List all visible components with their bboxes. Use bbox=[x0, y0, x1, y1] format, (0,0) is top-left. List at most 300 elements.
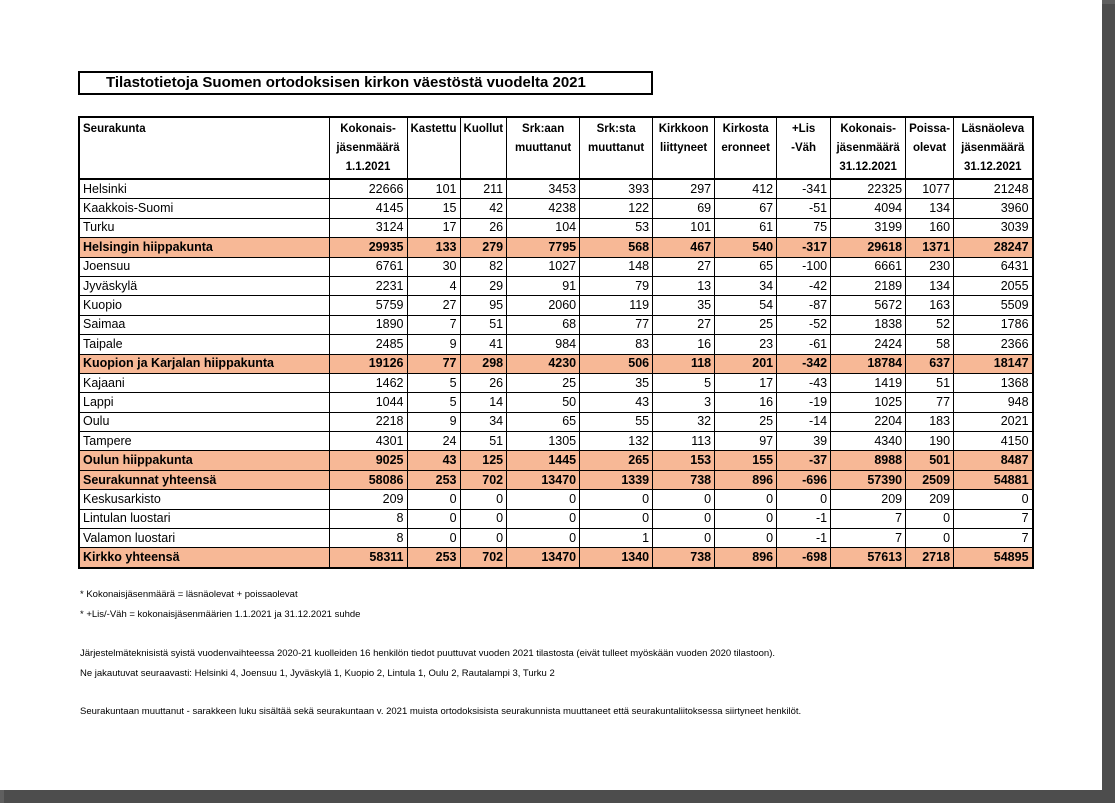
column-header-line: 1.1.2021 bbox=[345, 161, 391, 173]
value-cell: 29 bbox=[460, 276, 507, 295]
value-cell: 4 bbox=[407, 276, 460, 295]
value-cell: 9 bbox=[407, 335, 460, 354]
value-cell: 79 bbox=[580, 276, 653, 295]
value-cell: 13470 bbox=[507, 548, 580, 568]
subtotal-row bbox=[79, 238, 1033, 257]
column-header-line: +Lis bbox=[791, 123, 816, 135]
table-row bbox=[79, 509, 1033, 528]
value-cell: 265 bbox=[580, 451, 653, 470]
value-cell: 8487 bbox=[954, 451, 1033, 470]
value-cell: 16 bbox=[715, 393, 777, 412]
value-cell: 279 bbox=[460, 238, 507, 257]
parish-name-cell: Turku bbox=[79, 218, 329, 237]
table-row bbox=[79, 296, 1033, 315]
value-cell: 122 bbox=[580, 199, 653, 218]
value-cell: 0 bbox=[460, 490, 507, 509]
value-cell: 7 bbox=[954, 529, 1033, 548]
note-missing-records: Järjestelmäteknisistä syistä vuodenvaihteessa 2020-21 kuolleiden 16 henkilön tiedot puuttuvat vuoden 2021 tilastosta (eivät tulleet myöskään vuoden 2020 tilastoon). bbox=[80, 648, 775, 659]
column-header-line: liittyneet bbox=[659, 142, 708, 154]
value-cell: 134 bbox=[906, 199, 954, 218]
column-header bbox=[79, 117, 329, 179]
value-cell: 113 bbox=[653, 432, 715, 451]
value-cell: 0 bbox=[507, 509, 580, 528]
value-cell: 501 bbox=[906, 451, 954, 470]
value-cell: 1462 bbox=[329, 373, 407, 392]
value-cell: 29618 bbox=[831, 238, 906, 257]
statistics-table bbox=[78, 116, 1034, 569]
value-cell: 16 bbox=[653, 335, 715, 354]
value-cell: 18147 bbox=[954, 354, 1033, 373]
column-header-line: Poissa- bbox=[909, 123, 951, 135]
value-cell: 65 bbox=[715, 257, 777, 276]
value-cell: 201 bbox=[715, 354, 777, 373]
value-cell: -1 bbox=[777, 509, 831, 528]
value-cell: 0 bbox=[954, 490, 1033, 509]
value-cell: 67 bbox=[715, 199, 777, 218]
value-cell: 702 bbox=[460, 548, 507, 568]
page-shadow-bottom bbox=[4, 790, 1115, 803]
value-cell: 7 bbox=[831, 509, 906, 528]
value-cell: 209 bbox=[329, 490, 407, 509]
value-cell: 153 bbox=[653, 451, 715, 470]
parish-name-cell: Kaakkois-Suomi bbox=[79, 199, 329, 218]
value-cell: 0 bbox=[407, 509, 460, 528]
value-cell: 1419 bbox=[831, 373, 906, 392]
column-header-line: 31.12.2021 bbox=[839, 161, 897, 173]
value-cell: 42 bbox=[460, 199, 507, 218]
value-cell: 2218 bbox=[329, 412, 407, 431]
column-header-line: jäsenmäärä bbox=[336, 142, 400, 154]
value-cell: 298 bbox=[460, 354, 507, 373]
parish-name-cell: Kuopion ja Karjalan hiippakunta bbox=[79, 354, 329, 373]
value-cell: 1305 bbox=[507, 432, 580, 451]
table-row bbox=[79, 490, 1033, 509]
value-cell: -696 bbox=[777, 470, 831, 489]
column-header-line: 31.12.2021 bbox=[964, 161, 1022, 173]
column-header-line: jäsenmäärä bbox=[836, 142, 900, 154]
value-cell: -51 bbox=[777, 199, 831, 218]
value-cell: 1077 bbox=[906, 179, 954, 199]
value-cell: 14 bbox=[460, 393, 507, 412]
value-cell: 3453 bbox=[507, 179, 580, 199]
column-header bbox=[407, 117, 460, 179]
value-cell: 101 bbox=[407, 179, 460, 199]
value-cell: 134 bbox=[906, 276, 954, 295]
value-cell: 21248 bbox=[954, 179, 1033, 199]
parish-name-cell: Kirkko yhteensä bbox=[79, 548, 329, 568]
value-cell: 2055 bbox=[954, 276, 1033, 295]
value-cell: 2021 bbox=[954, 412, 1033, 431]
value-cell: 54895 bbox=[954, 548, 1033, 568]
footnote-2: * +Lis/-Väh = kokonaisjäsenmäärien 1.1.2021 ja 31.12.2021 suhde bbox=[80, 609, 361, 620]
table-row bbox=[79, 179, 1033, 199]
value-cell: 65 bbox=[507, 412, 580, 431]
value-cell: -37 bbox=[777, 451, 831, 470]
table-row bbox=[79, 315, 1033, 334]
value-cell: 568 bbox=[580, 238, 653, 257]
value-cell: 0 bbox=[580, 509, 653, 528]
value-cell: 51 bbox=[906, 373, 954, 392]
table-row bbox=[79, 276, 1033, 295]
value-cell: 54 bbox=[715, 296, 777, 315]
value-cell: 253 bbox=[407, 548, 460, 568]
value-cell: 506 bbox=[580, 354, 653, 373]
value-cell: 9025 bbox=[329, 451, 407, 470]
value-cell: 540 bbox=[715, 238, 777, 257]
value-cell: 1838 bbox=[831, 315, 906, 334]
value-cell: 2231 bbox=[329, 276, 407, 295]
value-cell: 209 bbox=[906, 490, 954, 509]
value-cell: 4238 bbox=[507, 199, 580, 218]
value-cell: 5759 bbox=[329, 296, 407, 315]
value-cell: 17 bbox=[715, 373, 777, 392]
value-cell: 95 bbox=[460, 296, 507, 315]
footnote-1: * Kokonaisjäsenmäärä = läsnäolevat + poissaolevat bbox=[80, 589, 298, 600]
table-row bbox=[79, 335, 1033, 354]
parish-name-cell: Joensuu bbox=[79, 257, 329, 276]
value-cell: 97 bbox=[715, 432, 777, 451]
value-cell: 148 bbox=[580, 257, 653, 276]
value-cell: 2366 bbox=[954, 335, 1033, 354]
value-cell: 25 bbox=[507, 373, 580, 392]
parish-name-cell: Jyväskylä bbox=[79, 276, 329, 295]
value-cell: 118 bbox=[653, 354, 715, 373]
value-cell: 1371 bbox=[906, 238, 954, 257]
note-moved-column: Seurakuntaan muuttanut - sarakkeen luku sisältää sekä seurakuntaan v. 2021 muista ortodoksisista seurakunnista muuttaneet että seurakuntaliitoksessa siirtyneet henkilöt. bbox=[80, 706, 802, 717]
value-cell: 7 bbox=[407, 315, 460, 334]
value-cell: 1027 bbox=[507, 257, 580, 276]
column-header-line: muuttanut bbox=[588, 142, 645, 154]
value-cell: 5509 bbox=[954, 296, 1033, 315]
table-row bbox=[79, 393, 1033, 412]
parish-name-cell: Valamon luostari bbox=[79, 529, 329, 548]
value-cell: 43 bbox=[407, 451, 460, 470]
value-cell: 35 bbox=[653, 296, 715, 315]
value-cell: -61 bbox=[777, 335, 831, 354]
value-cell: 26 bbox=[460, 218, 507, 237]
value-cell: 702 bbox=[460, 470, 507, 489]
value-cell: 57390 bbox=[831, 470, 906, 489]
value-cell: 7 bbox=[831, 529, 906, 548]
value-cell: 29935 bbox=[329, 238, 407, 257]
value-cell: 738 bbox=[653, 470, 715, 489]
table-body bbox=[79, 179, 1033, 568]
value-cell: 58086 bbox=[329, 470, 407, 489]
value-cell: 4340 bbox=[831, 432, 906, 451]
value-cell: 0 bbox=[507, 490, 580, 509]
value-cell: 18784 bbox=[831, 354, 906, 373]
value-cell: 4301 bbox=[329, 432, 407, 451]
value-cell: 41 bbox=[460, 335, 507, 354]
value-cell: 9 bbox=[407, 412, 460, 431]
value-cell: 22666 bbox=[329, 179, 407, 199]
value-cell: 50 bbox=[507, 393, 580, 412]
parish-name-cell: Tampere bbox=[79, 432, 329, 451]
value-cell: 104 bbox=[507, 218, 580, 237]
value-cell: 230 bbox=[906, 257, 954, 276]
value-cell: 69 bbox=[653, 199, 715, 218]
value-cell: 2509 bbox=[906, 470, 954, 489]
value-cell: 4230 bbox=[507, 354, 580, 373]
value-cell: 1340 bbox=[580, 548, 653, 568]
parish-name-cell: Oulun hiippakunta bbox=[79, 451, 329, 470]
value-cell: 2189 bbox=[831, 276, 906, 295]
value-cell: 82 bbox=[460, 257, 507, 276]
value-cell: 3199 bbox=[831, 218, 906, 237]
value-cell: 24 bbox=[407, 432, 460, 451]
value-cell: 34 bbox=[715, 276, 777, 295]
value-cell: 52 bbox=[906, 315, 954, 334]
column-header-line: jäsenmäärä bbox=[961, 142, 1025, 154]
column-header bbox=[715, 117, 777, 179]
value-cell: 183 bbox=[906, 412, 954, 431]
value-cell: 54881 bbox=[954, 470, 1033, 489]
value-cell: 58311 bbox=[329, 548, 407, 568]
value-cell: 1445 bbox=[507, 451, 580, 470]
table-row bbox=[79, 373, 1033, 392]
value-cell: 160 bbox=[906, 218, 954, 237]
value-cell: 51 bbox=[460, 315, 507, 334]
column-header-line: Kokonais- bbox=[340, 123, 396, 135]
value-cell: 5 bbox=[653, 373, 715, 392]
subtotal-row bbox=[79, 548, 1033, 568]
value-cell: 68 bbox=[507, 315, 580, 334]
column-header bbox=[906, 117, 954, 179]
table-row bbox=[79, 529, 1033, 548]
value-cell: 3039 bbox=[954, 218, 1033, 237]
value-cell: 27 bbox=[653, 315, 715, 334]
table-row bbox=[79, 199, 1033, 218]
value-cell: 1368 bbox=[954, 373, 1033, 392]
value-cell: 28247 bbox=[954, 238, 1033, 257]
value-cell: 0 bbox=[507, 529, 580, 548]
column-header bbox=[831, 117, 906, 179]
value-cell: 15 bbox=[407, 199, 460, 218]
value-cell: 8988 bbox=[831, 451, 906, 470]
value-cell: 25 bbox=[715, 315, 777, 334]
value-cell: 190 bbox=[906, 432, 954, 451]
value-cell: 119 bbox=[580, 296, 653, 315]
value-cell: 0 bbox=[653, 509, 715, 528]
value-cell: 133 bbox=[407, 238, 460, 257]
value-cell: 163 bbox=[906, 296, 954, 315]
parish-name-cell: Seurakunnat yhteensä bbox=[79, 470, 329, 489]
value-cell: 253 bbox=[407, 470, 460, 489]
value-cell: 55 bbox=[580, 412, 653, 431]
value-cell: 2424 bbox=[831, 335, 906, 354]
value-cell: 0 bbox=[906, 529, 954, 548]
column-header-line: Kirkkoon bbox=[658, 123, 709, 135]
value-cell: -317 bbox=[777, 238, 831, 257]
value-cell: 1044 bbox=[329, 393, 407, 412]
value-cell: 0 bbox=[715, 490, 777, 509]
value-cell: 7795 bbox=[507, 238, 580, 257]
table-row bbox=[79, 432, 1033, 451]
column-header-line: Kirkosta bbox=[722, 123, 769, 135]
value-cell: -19 bbox=[777, 393, 831, 412]
value-cell: 17 bbox=[407, 218, 460, 237]
value-cell: 738 bbox=[653, 548, 715, 568]
value-cell: 1786 bbox=[954, 315, 1033, 334]
value-cell: 125 bbox=[460, 451, 507, 470]
value-cell: -52 bbox=[777, 315, 831, 334]
column-header-line: Kastettu bbox=[410, 123, 457, 135]
value-cell: 8 bbox=[329, 509, 407, 528]
column-header-line: -Väh bbox=[791, 142, 817, 154]
column-header-line: Kuollut bbox=[463, 123, 504, 135]
value-cell: -14 bbox=[777, 412, 831, 431]
value-cell: 0 bbox=[777, 490, 831, 509]
value-cell: 51 bbox=[460, 432, 507, 451]
note-distribution: Ne jakautuvat seuraavasti: Helsinki 4, Joensuu 1, Jyväskylä 1, Kuopio 2, Lintula 1, Oulu 2, Rautalampi 3, Turku 2 bbox=[80, 668, 555, 679]
value-cell: 77 bbox=[906, 393, 954, 412]
value-cell: 948 bbox=[954, 393, 1033, 412]
value-cell: -43 bbox=[777, 373, 831, 392]
value-cell: 467 bbox=[653, 238, 715, 257]
value-cell: 6661 bbox=[831, 257, 906, 276]
value-cell: 1890 bbox=[329, 315, 407, 334]
value-cell: 2718 bbox=[906, 548, 954, 568]
value-cell: 4150 bbox=[954, 432, 1033, 451]
value-cell: 83 bbox=[580, 335, 653, 354]
value-cell: 39 bbox=[777, 432, 831, 451]
value-cell: 5 bbox=[407, 373, 460, 392]
value-cell: -1 bbox=[777, 529, 831, 548]
value-cell: 91 bbox=[507, 276, 580, 295]
value-cell: 0 bbox=[460, 509, 507, 528]
parish-name-cell: Saimaa bbox=[79, 315, 329, 334]
column-header-line: Srk:sta bbox=[596, 123, 636, 135]
value-cell: 25 bbox=[715, 412, 777, 431]
value-cell: 0 bbox=[715, 509, 777, 528]
column-header-line: Seurakunta bbox=[83, 123, 146, 135]
value-cell: 209 bbox=[831, 490, 906, 509]
column-header-line: olevat bbox=[912, 142, 947, 154]
table-row bbox=[79, 257, 1033, 276]
document-title: Tilastotietoja Suomen ortodoksisen kirkon väestöstä vuodelta 2021 bbox=[78, 71, 653, 95]
value-cell: 7 bbox=[954, 509, 1033, 528]
column-header-line: Kokonais- bbox=[840, 123, 896, 135]
value-cell: 5 bbox=[407, 393, 460, 412]
subtotal-row bbox=[79, 354, 1033, 373]
column-header-line: eronneet bbox=[721, 142, 770, 154]
value-cell: 35 bbox=[580, 373, 653, 392]
value-cell: 0 bbox=[580, 490, 653, 509]
value-cell: 1 bbox=[580, 529, 653, 548]
parish-name-cell: Oulu bbox=[79, 412, 329, 431]
value-cell: -341 bbox=[777, 179, 831, 199]
value-cell: 19126 bbox=[329, 354, 407, 373]
value-cell: 155 bbox=[715, 451, 777, 470]
value-cell: 6431 bbox=[954, 257, 1033, 276]
parish-name-cell: Lappi bbox=[79, 393, 329, 412]
value-cell: 1025 bbox=[831, 393, 906, 412]
value-cell: 3124 bbox=[329, 218, 407, 237]
parish-name-cell: Keskusarkisto bbox=[79, 490, 329, 509]
value-cell: 0 bbox=[715, 529, 777, 548]
table-row bbox=[79, 218, 1033, 237]
value-cell: 23 bbox=[715, 335, 777, 354]
value-cell: -100 bbox=[777, 257, 831, 276]
value-cell: -42 bbox=[777, 276, 831, 295]
value-cell: -342 bbox=[777, 354, 831, 373]
value-cell: 984 bbox=[507, 335, 580, 354]
value-cell: 22325 bbox=[831, 179, 906, 199]
value-cell: 211 bbox=[460, 179, 507, 199]
value-cell: 3 bbox=[653, 393, 715, 412]
subtotal-row bbox=[79, 451, 1033, 470]
column-header-line: Läsnäoleva bbox=[961, 123, 1025, 135]
column-header bbox=[460, 117, 507, 179]
column-header bbox=[653, 117, 715, 179]
value-cell: 1339 bbox=[580, 470, 653, 489]
column-header bbox=[954, 117, 1033, 179]
parish-name-cell: Lintulan luostari bbox=[79, 509, 329, 528]
value-cell: 13470 bbox=[507, 470, 580, 489]
column-header-line: muuttanut bbox=[515, 142, 572, 154]
value-cell: -698 bbox=[777, 548, 831, 568]
value-cell: 5672 bbox=[831, 296, 906, 315]
value-cell: 32 bbox=[653, 412, 715, 431]
table-row bbox=[79, 412, 1033, 431]
value-cell: 2204 bbox=[831, 412, 906, 431]
value-cell: -87 bbox=[777, 296, 831, 315]
value-cell: 896 bbox=[715, 470, 777, 489]
value-cell: 75 bbox=[777, 218, 831, 237]
value-cell: 3960 bbox=[954, 199, 1033, 218]
value-cell: 27 bbox=[407, 296, 460, 315]
value-cell: 132 bbox=[580, 432, 653, 451]
value-cell: 57613 bbox=[831, 548, 906, 568]
value-cell: 0 bbox=[460, 529, 507, 548]
value-cell: 43 bbox=[580, 393, 653, 412]
parish-name-cell: Helsingin hiippakunta bbox=[79, 238, 329, 257]
value-cell: 8 bbox=[329, 529, 407, 548]
subtotal-row bbox=[79, 470, 1033, 489]
value-cell: 2485 bbox=[329, 335, 407, 354]
value-cell: 0 bbox=[407, 529, 460, 548]
parish-name-cell: Kajaani bbox=[79, 373, 329, 392]
value-cell: 0 bbox=[407, 490, 460, 509]
value-cell: 53 bbox=[580, 218, 653, 237]
column-header bbox=[329, 117, 407, 179]
value-cell: 101 bbox=[653, 218, 715, 237]
value-cell: 0 bbox=[653, 490, 715, 509]
column-header-line: Srk:aan bbox=[522, 123, 565, 135]
value-cell: 77 bbox=[407, 354, 460, 373]
value-cell: 4094 bbox=[831, 199, 906, 218]
value-cell: 0 bbox=[906, 509, 954, 528]
value-cell: 77 bbox=[580, 315, 653, 334]
value-cell: 2060 bbox=[507, 296, 580, 315]
value-cell: 393 bbox=[580, 179, 653, 199]
value-cell: 0 bbox=[653, 529, 715, 548]
value-cell: 637 bbox=[906, 354, 954, 373]
value-cell: 34 bbox=[460, 412, 507, 431]
value-cell: 4145 bbox=[329, 199, 407, 218]
value-cell: 297 bbox=[653, 179, 715, 199]
page-shadow-right bbox=[1102, 4, 1115, 803]
value-cell: 6761 bbox=[329, 257, 407, 276]
value-cell: 61 bbox=[715, 218, 777, 237]
value-cell: 13 bbox=[653, 276, 715, 295]
table-header-row bbox=[79, 117, 1033, 179]
parish-name-cell: Kuopio bbox=[79, 296, 329, 315]
column-header bbox=[777, 117, 831, 179]
parish-name-cell: Helsinki bbox=[79, 179, 329, 199]
value-cell: 26 bbox=[460, 373, 507, 392]
value-cell: 27 bbox=[653, 257, 715, 276]
